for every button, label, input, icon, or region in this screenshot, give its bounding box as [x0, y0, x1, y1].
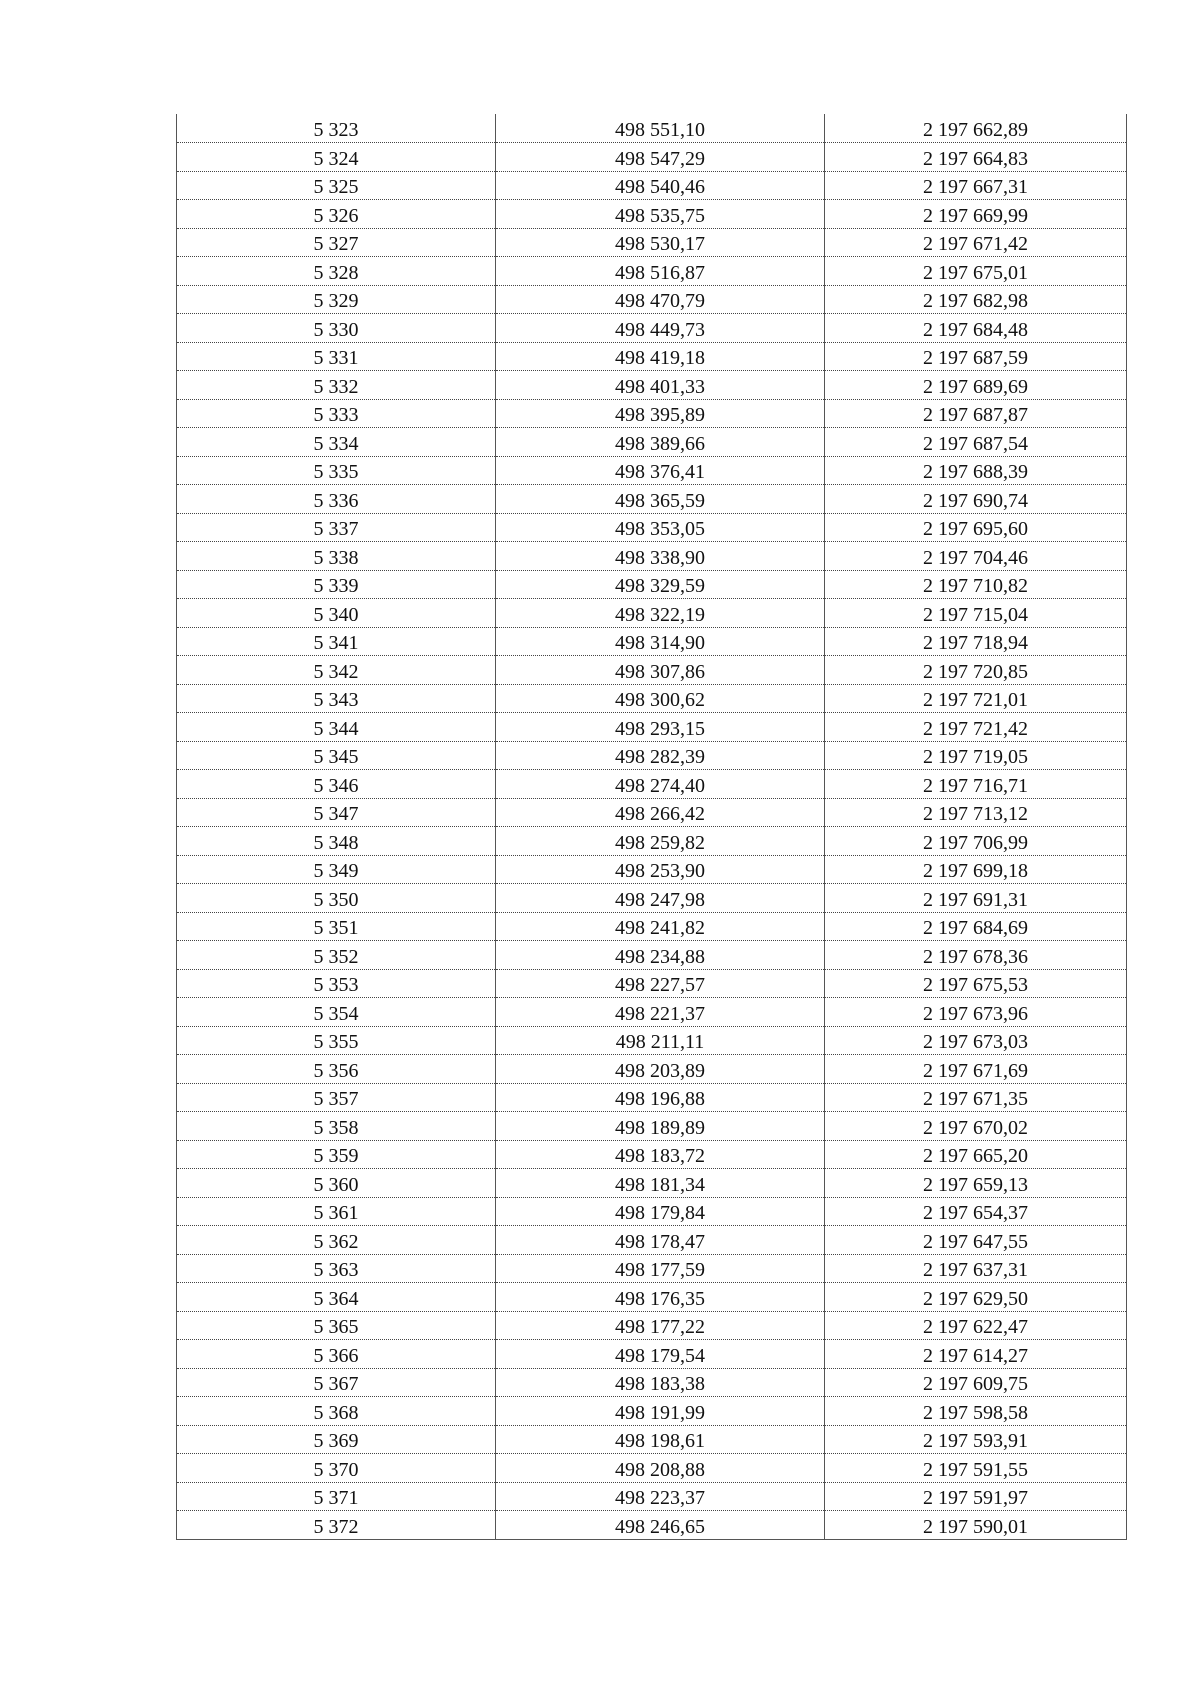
- x-coordinate-cell: 498 183,72: [496, 1140, 825, 1169]
- table-row: [177, 599, 1127, 628]
- x-coordinate-cell: 498 211,11: [496, 1026, 825, 1055]
- table-row: [177, 998, 1127, 1027]
- table-row: [177, 1055, 1127, 1084]
- point-number-cell: 5 358: [177, 1112, 496, 1141]
- table-row: [177, 257, 1127, 286]
- point-number-cell: 5 325: [177, 171, 496, 200]
- table-row: [177, 314, 1127, 343]
- table-row: [177, 1425, 1127, 1454]
- y-coordinate-cell: 2 197 704,46: [825, 542, 1127, 571]
- y-coordinate-cell: 2 197 689,69: [825, 371, 1127, 400]
- y-coordinate-cell: 2 197 687,59: [825, 342, 1127, 371]
- point-number-cell: 5 345: [177, 741, 496, 770]
- y-coordinate-cell: 2 197 659,13: [825, 1169, 1127, 1198]
- x-coordinate-cell: 498 223,37: [496, 1482, 825, 1511]
- point-number-cell: 5 343: [177, 684, 496, 713]
- table-row: [177, 1397, 1127, 1426]
- y-coordinate-cell: 2 197 598,58: [825, 1397, 1127, 1426]
- y-coordinate-cell: 2 197 671,42: [825, 228, 1127, 257]
- point-number-cell: 5 346: [177, 770, 496, 799]
- x-coordinate-cell: 498 314,90: [496, 627, 825, 656]
- table-row: [177, 200, 1127, 229]
- point-number-cell: 5 348: [177, 827, 496, 856]
- y-coordinate-cell: 2 197 687,54: [825, 428, 1127, 457]
- point-number-cell: 5 338: [177, 542, 496, 571]
- table-row: [177, 456, 1127, 485]
- x-coordinate-cell: 498 449,73: [496, 314, 825, 343]
- x-coordinate-cell: 498 234,88: [496, 941, 825, 970]
- point-number-cell: 5 330: [177, 314, 496, 343]
- x-coordinate-cell: 498 547,29: [496, 143, 825, 172]
- table-row: [177, 627, 1127, 656]
- x-coordinate-cell: 498 221,37: [496, 998, 825, 1027]
- x-coordinate-cell: 498 246,65: [496, 1511, 825, 1540]
- x-coordinate-cell: 498 535,75: [496, 200, 825, 229]
- point-number-cell: 5 332: [177, 371, 496, 400]
- x-coordinate-cell: 498 198,61: [496, 1425, 825, 1454]
- coordinates-table: [176, 114, 1127, 1540]
- point-number-cell: 5 351: [177, 912, 496, 941]
- table-row: [177, 371, 1127, 400]
- x-coordinate-cell: 498 516,87: [496, 257, 825, 286]
- point-number-cell: 5 323: [177, 114, 496, 143]
- point-number-cell: 5 335: [177, 456, 496, 485]
- point-number-cell: 5 342: [177, 656, 496, 685]
- point-number-cell: 5 324: [177, 143, 496, 172]
- y-coordinate-cell: 2 197 687,87: [825, 399, 1127, 428]
- table-row: [177, 1283, 1127, 1312]
- point-number-cell: 5 347: [177, 798, 496, 827]
- y-coordinate-cell: 2 197 609,75: [825, 1368, 1127, 1397]
- x-coordinate-cell: 498 177,22: [496, 1311, 825, 1340]
- point-number-cell: 5 356: [177, 1055, 496, 1084]
- point-number-cell: 5 352: [177, 941, 496, 970]
- y-coordinate-cell: 2 197 591,97: [825, 1482, 1127, 1511]
- table-row: [177, 1254, 1127, 1283]
- table-row: [177, 1140, 1127, 1169]
- y-coordinate-cell: 2 197 699,18: [825, 855, 1127, 884]
- y-coordinate-cell: 2 197 671,35: [825, 1083, 1127, 1112]
- table-row: [177, 1454, 1127, 1483]
- table-row: [177, 342, 1127, 371]
- x-coordinate-cell: 498 419,18: [496, 342, 825, 371]
- x-coordinate-cell: 498 191,99: [496, 1397, 825, 1426]
- table-row: [177, 1197, 1127, 1226]
- y-coordinate-cell: 2 197 682,98: [825, 285, 1127, 314]
- x-coordinate-cell: 498 389,66: [496, 428, 825, 457]
- y-coordinate-cell: 2 197 647,55: [825, 1226, 1127, 1255]
- x-coordinate-cell: 498 551,10: [496, 114, 825, 143]
- table-row: [177, 912, 1127, 941]
- y-coordinate-cell: 2 197 654,37: [825, 1197, 1127, 1226]
- point-number-cell: 5 339: [177, 570, 496, 599]
- x-coordinate-cell: 498 353,05: [496, 513, 825, 542]
- y-coordinate-cell: 2 197 718,94: [825, 627, 1127, 656]
- x-coordinate-cell: 498 189,89: [496, 1112, 825, 1141]
- table-row: [177, 513, 1127, 542]
- x-coordinate-cell: 498 179,84: [496, 1197, 825, 1226]
- point-number-cell: 5 371: [177, 1482, 496, 1511]
- point-number-cell: 5 344: [177, 713, 496, 742]
- table-row: [177, 1083, 1127, 1112]
- x-coordinate-cell: 498 365,59: [496, 485, 825, 514]
- point-number-cell: 5 326: [177, 200, 496, 229]
- x-coordinate-cell: 498 208,88: [496, 1454, 825, 1483]
- table-row: [177, 143, 1127, 172]
- table-row: [177, 1026, 1127, 1055]
- table-row: [177, 1112, 1127, 1141]
- table-row: [177, 1226, 1127, 1255]
- x-coordinate-cell: 498 183,38: [496, 1368, 825, 1397]
- point-number-cell: 5 366: [177, 1340, 496, 1369]
- y-coordinate-cell: 2 197 669,99: [825, 200, 1127, 229]
- x-coordinate-cell: 498 266,42: [496, 798, 825, 827]
- y-coordinate-cell: 2 197 629,50: [825, 1283, 1127, 1312]
- x-coordinate-cell: 498 338,90: [496, 542, 825, 571]
- x-coordinate-cell: 498 203,89: [496, 1055, 825, 1084]
- point-number-cell: 5 350: [177, 884, 496, 913]
- point-number-cell: 5 334: [177, 428, 496, 457]
- x-coordinate-cell: 498 307,86: [496, 656, 825, 685]
- point-number-cell: 5 361: [177, 1197, 496, 1226]
- x-coordinate-cell: 498 470,79: [496, 285, 825, 314]
- y-coordinate-cell: 2 197 720,85: [825, 656, 1127, 685]
- y-coordinate-cell: 2 197 688,39: [825, 456, 1127, 485]
- table-row: [177, 855, 1127, 884]
- x-coordinate-cell: 498 395,89: [496, 399, 825, 428]
- x-coordinate-cell: 498 179,54: [496, 1340, 825, 1369]
- y-coordinate-cell: 2 197 715,04: [825, 599, 1127, 628]
- x-coordinate-cell: 498 300,62: [496, 684, 825, 713]
- y-coordinate-cell: 2 197 691,31: [825, 884, 1127, 913]
- y-coordinate-cell: 2 197 614,27: [825, 1340, 1127, 1369]
- y-coordinate-cell: 2 197 690,74: [825, 485, 1127, 514]
- table-row: [177, 827, 1127, 856]
- point-number-cell: 5 333: [177, 399, 496, 428]
- y-coordinate-cell: 2 197 590,01: [825, 1511, 1127, 1540]
- point-number-cell: 5 369: [177, 1425, 496, 1454]
- table-row: [177, 1340, 1127, 1369]
- point-number-cell: 5 368: [177, 1397, 496, 1426]
- table-row: [177, 171, 1127, 200]
- coordinates-table-body: [177, 114, 1127, 1539]
- y-coordinate-cell: 2 197 671,69: [825, 1055, 1127, 1084]
- table-row: [177, 542, 1127, 571]
- table-row: [177, 798, 1127, 827]
- y-coordinate-cell: 2 197 721,42: [825, 713, 1127, 742]
- table-row: [177, 428, 1127, 457]
- point-number-cell: 5 337: [177, 513, 496, 542]
- x-coordinate-cell: 498 401,33: [496, 371, 825, 400]
- x-coordinate-cell: 498 322,19: [496, 599, 825, 628]
- point-number-cell: 5 349: [177, 855, 496, 884]
- y-coordinate-cell: 2 197 721,01: [825, 684, 1127, 713]
- table-row: [177, 656, 1127, 685]
- y-coordinate-cell: 2 197 678,36: [825, 941, 1127, 970]
- point-number-cell: 5 341: [177, 627, 496, 656]
- x-coordinate-cell: 498 540,46: [496, 171, 825, 200]
- table-row: [177, 570, 1127, 599]
- point-number-cell: 5 354: [177, 998, 496, 1027]
- table-row: [177, 741, 1127, 770]
- table-row: [177, 114, 1127, 143]
- y-coordinate-cell: 2 197 706,99: [825, 827, 1127, 856]
- table-row: [177, 770, 1127, 799]
- point-number-cell: 5 353: [177, 969, 496, 998]
- y-coordinate-cell: 2 197 684,69: [825, 912, 1127, 941]
- point-number-cell: 5 331: [177, 342, 496, 371]
- y-coordinate-cell: 2 197 637,31: [825, 1254, 1127, 1283]
- x-coordinate-cell: 498 247,98: [496, 884, 825, 913]
- y-coordinate-cell: 2 197 664,83: [825, 143, 1127, 172]
- y-coordinate-cell: 2 197 622,47: [825, 1311, 1127, 1340]
- point-number-cell: 5 357: [177, 1083, 496, 1112]
- y-coordinate-cell: 2 197 716,71: [825, 770, 1127, 799]
- x-coordinate-cell: 498 329,59: [496, 570, 825, 599]
- point-number-cell: 5 362: [177, 1226, 496, 1255]
- x-coordinate-cell: 498 181,34: [496, 1169, 825, 1198]
- point-number-cell: 5 329: [177, 285, 496, 314]
- y-coordinate-cell: 2 197 593,91: [825, 1425, 1127, 1454]
- point-number-cell: 5 372: [177, 1511, 496, 1540]
- table-row: [177, 1482, 1127, 1511]
- y-coordinate-cell: 2 197 667,31: [825, 171, 1127, 200]
- x-coordinate-cell: 498 259,82: [496, 827, 825, 856]
- y-coordinate-cell: 2 197 695,60: [825, 513, 1127, 542]
- table-row: [177, 1311, 1127, 1340]
- point-number-cell: 5 365: [177, 1311, 496, 1340]
- table-row: [177, 285, 1127, 314]
- y-coordinate-cell: 2 197 719,05: [825, 741, 1127, 770]
- x-coordinate-cell: 498 376,41: [496, 456, 825, 485]
- x-coordinate-cell: 498 178,47: [496, 1226, 825, 1255]
- x-coordinate-cell: 498 227,57: [496, 969, 825, 998]
- point-number-cell: 5 328: [177, 257, 496, 286]
- table-row: [177, 228, 1127, 257]
- point-number-cell: 5 327: [177, 228, 496, 257]
- y-coordinate-cell: 2 197 670,02: [825, 1112, 1127, 1141]
- point-number-cell: 5 370: [177, 1454, 496, 1483]
- table-row: [177, 1368, 1127, 1397]
- point-number-cell: 5 360: [177, 1169, 496, 1198]
- point-number-cell: 5 367: [177, 1368, 496, 1397]
- point-number-cell: 5 336: [177, 485, 496, 514]
- y-coordinate-cell: 2 197 684,48: [825, 314, 1127, 343]
- y-coordinate-cell: 2 197 662,89: [825, 114, 1127, 143]
- table-row: [177, 713, 1127, 742]
- table-row: [177, 1511, 1127, 1540]
- y-coordinate-cell: 2 197 710,82: [825, 570, 1127, 599]
- x-coordinate-cell: 498 241,82: [496, 912, 825, 941]
- y-coordinate-cell: 2 197 673,96: [825, 998, 1127, 1027]
- x-coordinate-cell: 498 274,40: [496, 770, 825, 799]
- point-number-cell: 5 340: [177, 599, 496, 628]
- x-coordinate-cell: 498 293,15: [496, 713, 825, 742]
- x-coordinate-cell: 498 530,17: [496, 228, 825, 257]
- point-number-cell: 5 359: [177, 1140, 496, 1169]
- y-coordinate-cell: 2 197 713,12: [825, 798, 1127, 827]
- table-row: [177, 941, 1127, 970]
- table-row: [177, 485, 1127, 514]
- x-coordinate-cell: 498 177,59: [496, 1254, 825, 1283]
- y-coordinate-cell: 2 197 673,03: [825, 1026, 1127, 1055]
- x-coordinate-cell: 498 196,88: [496, 1083, 825, 1112]
- y-coordinate-cell: 2 197 591,55: [825, 1454, 1127, 1483]
- table-row: [177, 399, 1127, 428]
- table-row: [177, 1169, 1127, 1198]
- x-coordinate-cell: 498 253,90: [496, 855, 825, 884]
- point-number-cell: 5 364: [177, 1283, 496, 1312]
- table-row: [177, 969, 1127, 998]
- y-coordinate-cell: 2 197 665,20: [825, 1140, 1127, 1169]
- y-coordinate-cell: 2 197 675,53: [825, 969, 1127, 998]
- point-number-cell: 5 363: [177, 1254, 496, 1283]
- table-row: [177, 884, 1127, 913]
- point-number-cell: 5 355: [177, 1026, 496, 1055]
- x-coordinate-cell: 498 282,39: [496, 741, 825, 770]
- x-coordinate-cell: 498 176,35: [496, 1283, 825, 1312]
- table-row: [177, 684, 1127, 713]
- y-coordinate-cell: 2 197 675,01: [825, 257, 1127, 286]
